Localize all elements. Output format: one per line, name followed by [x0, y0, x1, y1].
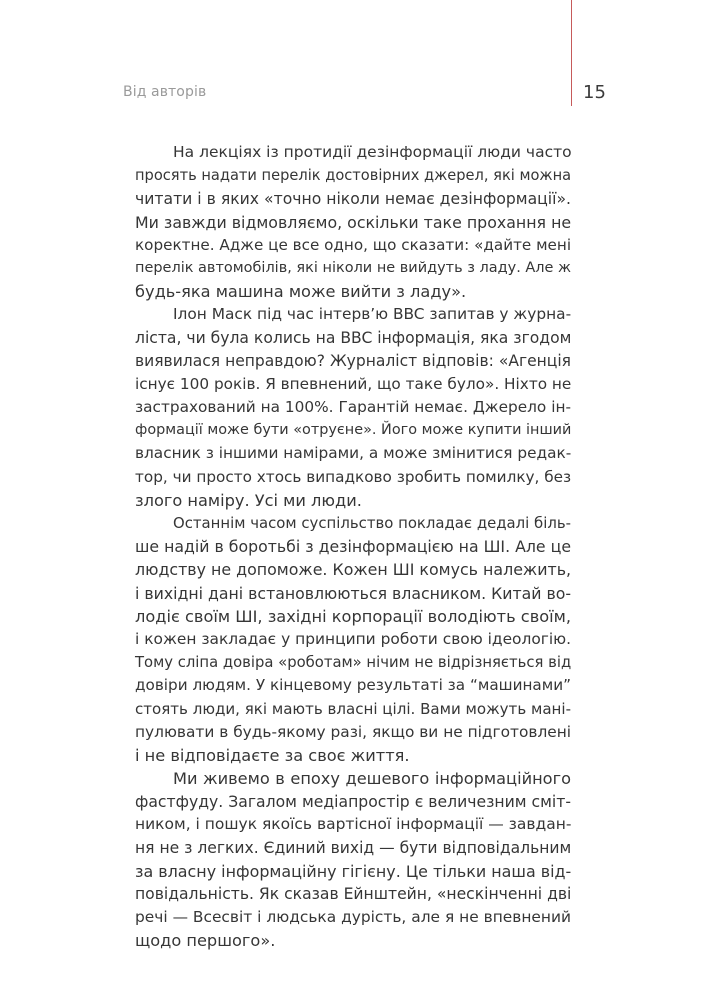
- page-number: 15: [583, 82, 606, 103]
- text-line: Тому сліпа довіра «роботам» нічим не відрізняється від: [135, 654, 572, 672]
- text-line: Ми завжди відмовляємо, оскільки таке прохання не: [135, 212, 572, 232]
- text-line: пулювати в будь-якому разі, якщо ви не підготовлені: [135, 722, 572, 741]
- text-line: повідальність. Як сказав Ейнштейн, «нескінченні дві: [135, 885, 572, 903]
- paragraph: [135, 767, 571, 953]
- header-vertical-rule: [571, 0, 572, 106]
- text-line: людству не допоможе. Кожен ШІ комусь належить,: [135, 560, 572, 580]
- paragraph: [135, 512, 571, 767]
- text-line: перелік автомобілів, які ніколи не вийдуть з ладу. Але ж: [135, 259, 572, 276]
- text-line: виявилася неправдою? Журналіст відповів: «Агенція: [135, 351, 571, 370]
- text-line: формації може бути «отруєне». Його може купити інший: [135, 422, 572, 439]
- paragraph: [135, 303, 571, 512]
- text-line: довіри людям. У кінцевому результаті за “машинами”: [135, 676, 571, 695]
- running-head: Від авторів: [123, 84, 207, 100]
- text-line: щодо першого».: [135, 931, 276, 951]
- text-line: просять надати перелік достовірних джерел, які можна: [135, 167, 572, 185]
- text-line: будь-яка машина може вийти з ладу».: [135, 282, 467, 302]
- text-line: ником, і пошук якоїсь вартісної інформації — завдан-: [135, 815, 572, 834]
- text-line: існує 100 років. Я впевнений, що таке було». Ніхто не: [135, 374, 572, 393]
- text-line: Останнім часом суспільство покладає дедалі біль-: [173, 514, 571, 532]
- text-line: власник з іншими намірами, а може змінитися редак-: [135, 444, 572, 463]
- text-line: і вихідні дані встановлюються власником. Китай во-: [135, 583, 572, 603]
- text-line: ліста, чи була колись на BBC інформація, яка згодом: [135, 328, 572, 347]
- text-line: за власну інформаційну гігієну. Це тільки наша від-: [135, 861, 572, 881]
- text-line: лодіє своїм ШІ, західні корпорації володіють своїм,: [135, 606, 571, 626]
- text-line: фастфуду. Загалом медіапростір є величезним сміт-: [135, 792, 571, 812]
- text-line: ня не з легких. Єдиний вихід — бути відповідальним: [135, 838, 572, 857]
- text-line: коректне. Адже це все одно, що сказати: «дайте мені: [135, 235, 572, 254]
- text-line: ше надій в боротьбі з дезінформацією на ШІ. Але це: [135, 537, 571, 557]
- text-line: читати і в яких «точно ніколи немає дезінформації».: [135, 189, 571, 209]
- text-line: злого наміру. Усі ми люди.: [135, 490, 362, 510]
- body-text: [135, 141, 571, 953]
- text-line: речі — Всесвіт і людська дурість, але я не впевнений: [135, 908, 571, 927]
- text-line: застрахований на 100%. Гарантій немає. Джерело ін-: [135, 398, 571, 417]
- text-line: стоять люди, які мають власні цілі. Вами можуть мані-: [135, 699, 571, 718]
- text-line: і не відповідаєте за своє життя.: [135, 745, 410, 765]
- text-line: Ілон Маск під час інтерв’ю BBC запитав у журна-: [173, 305, 572, 324]
- text-line: Ми живемо в епоху дешевого інформаційного: [173, 769, 571, 789]
- text-line: тор, чи просто хтось випадково зробить помилку, без: [135, 467, 572, 486]
- paragraph: [135, 141, 571, 303]
- text-line: На лекціях із протидії дезінформації люди часто: [173, 143, 572, 161]
- text-line: і кожен закладає у принципи роботи свою ідеологію.: [135, 629, 571, 648]
